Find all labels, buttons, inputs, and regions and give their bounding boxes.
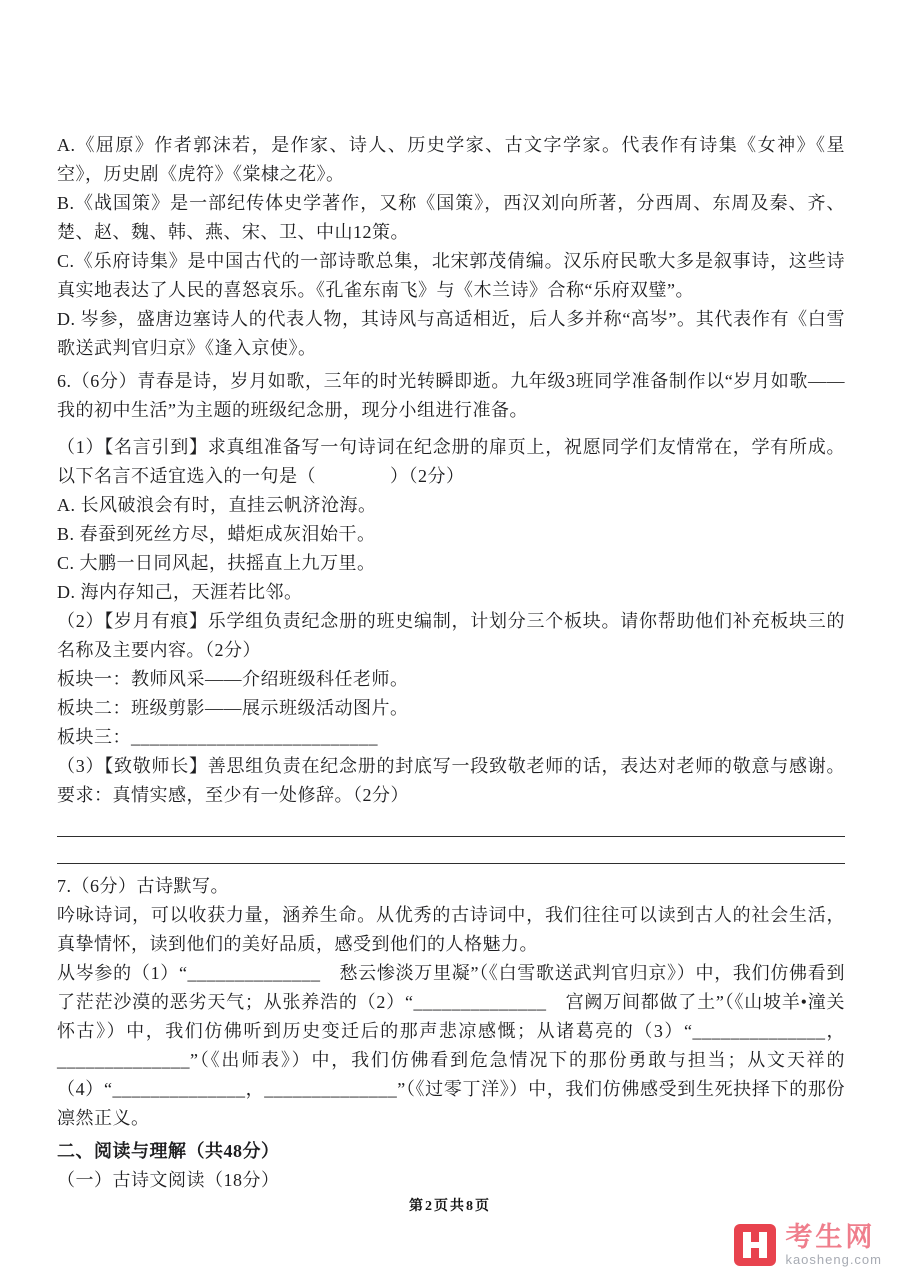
q6-2-section-1: 板块一：教师风采——介绍班级科任老师。 [57, 669, 409, 689]
item-D-censhen: D. 岑参，盛唐边塞诗人的代表人物，其诗风与高适相近，后人多并称“高岑”。其代表作有《白雪歌送武判官归京》《逢入京使》。 [57, 309, 845, 358]
item-A-qu-yuan: A.《屈原》作者郭沫若，是作家、诗人、历史学家、古文字学家。代表作有诗集《女神》《星空》，历史剧《虎符》《棠棣之花》。 [57, 135, 845, 184]
kaosheng-logo-icon [734, 1224, 776, 1266]
question-6-3-prompt: （3）【致敬师长】善思组负责在纪念册的封底写一段致敬老师的话，表达对老师的敬意与感谢。要求：真情实感，至少有一处修辞。（2分） [57, 756, 845, 805]
q6-2-section-2: 板块二：班级剪影——展示班级活动图片。 [57, 698, 409, 718]
q6-1-option-C: C. 大鹏一日同风起，扶摇直上九万里。 [57, 553, 376, 573]
item-B-zhanguoce: B.《战国策》是一部纪传体史学著作，又称《国策》，西汉刘向所著，分西周、东周及秦、齐、楚、赵、魏、韩、燕、宋、卫、中山12策。 [57, 193, 845, 242]
q6-1-option-A: A. 长风破浪会有时，直挂云帆济沧海。 [57, 495, 377, 515]
q6-1-option-D: D. 海内存知己，天涯若比邻。 [57, 582, 303, 602]
question-7-title: 7.（6分）古诗默写。 [57, 876, 229, 896]
watermark-site-name: 考生网 [785, 1222, 876, 1253]
item-C-yuefu: C.《乐府诗集》是中国古代的一部诗歌总集，北宋郭茂倩编。汉乐府民歌大多是叙事诗，这些诗真实地表达了人民的喜怒哀乐。《孔雀东南飞》与《木兰诗》合称“乐府双璧”。 [57, 251, 845, 300]
section-2-heading: 二、阅读与理解（共48分） [57, 1141, 280, 1161]
section-2-sub-heading: （一）古诗文阅读（18分） [57, 1170, 280, 1190]
site-watermark [734, 1223, 882, 1267]
question-6-intro: 6.（6分）青春是诗，岁月如歌，三年的时光转瞬即逝。九年级3班同学准备制作以“岁月如歌——我的初中生活”为主题的班级纪念册，现分小组进行准备。 [57, 371, 845, 420]
watermark-text [785, 1223, 882, 1267]
page-number: 第2页共8页 [409, 1199, 491, 1214]
question-6-2-prompt: （2）【岁月有痕】乐学组负责纪念册的班史编制，计划分三个板块。请你帮助他们补充板块三的名称及主要内容。（2分） [57, 611, 845, 660]
q6-1-option-B: B. 春蚕到死丝方尽，蜡炬成灰泪始干。 [57, 524, 376, 544]
watermark-site-domain: kaosheng.com [785, 1252, 882, 1268]
question-7-intro: 吟咏诗词，可以收获力量，涵养生命。从优秀的古诗词中，我们往往可以读到古人的社会生活，真挚情怀，读到他们的美好品质，感受到他们的人格魅力。 [57, 905, 845, 954]
q6-2-section-3-blank: 板块三：__________________________ [57, 727, 378, 747]
answer-line-2 [57, 837, 845, 864]
answer-line-1 [57, 810, 845, 837]
question-6-1-prompt: （1）【名言引到】求真组准备写一句诗词在纪念册的扉页上，祝愿同学们友情常在，学有所成。以下名言不适宜选入的一句是（ ）（2分） [57, 437, 845, 486]
document-body [57, 131, 845, 1195]
question-7-body: 从岑参的（1）“______________ 愁云惨淡万里凝”（《白雪歌送武判官归京》）中，我们仿佛看到了茫茫沙漠的恶劣天气；从张养浩的（2）“______________ 宫阙万间都做了土”（《山坡羊•潼关怀古》）中，我们仿佛听到历史变迁后的那声悲凉感慨；从诸葛亮的（3）“______________，______________”（《出师表》）中，我们仿佛看到危急情况下的那份勇敢与担当；从文天祥的（4）“______________，______________”（《过零丁洋》）中，我们仿佛感受到生死抉择下的那份凛然正义。 [57, 963, 845, 1128]
page-footer [0, 1195, 900, 1215]
